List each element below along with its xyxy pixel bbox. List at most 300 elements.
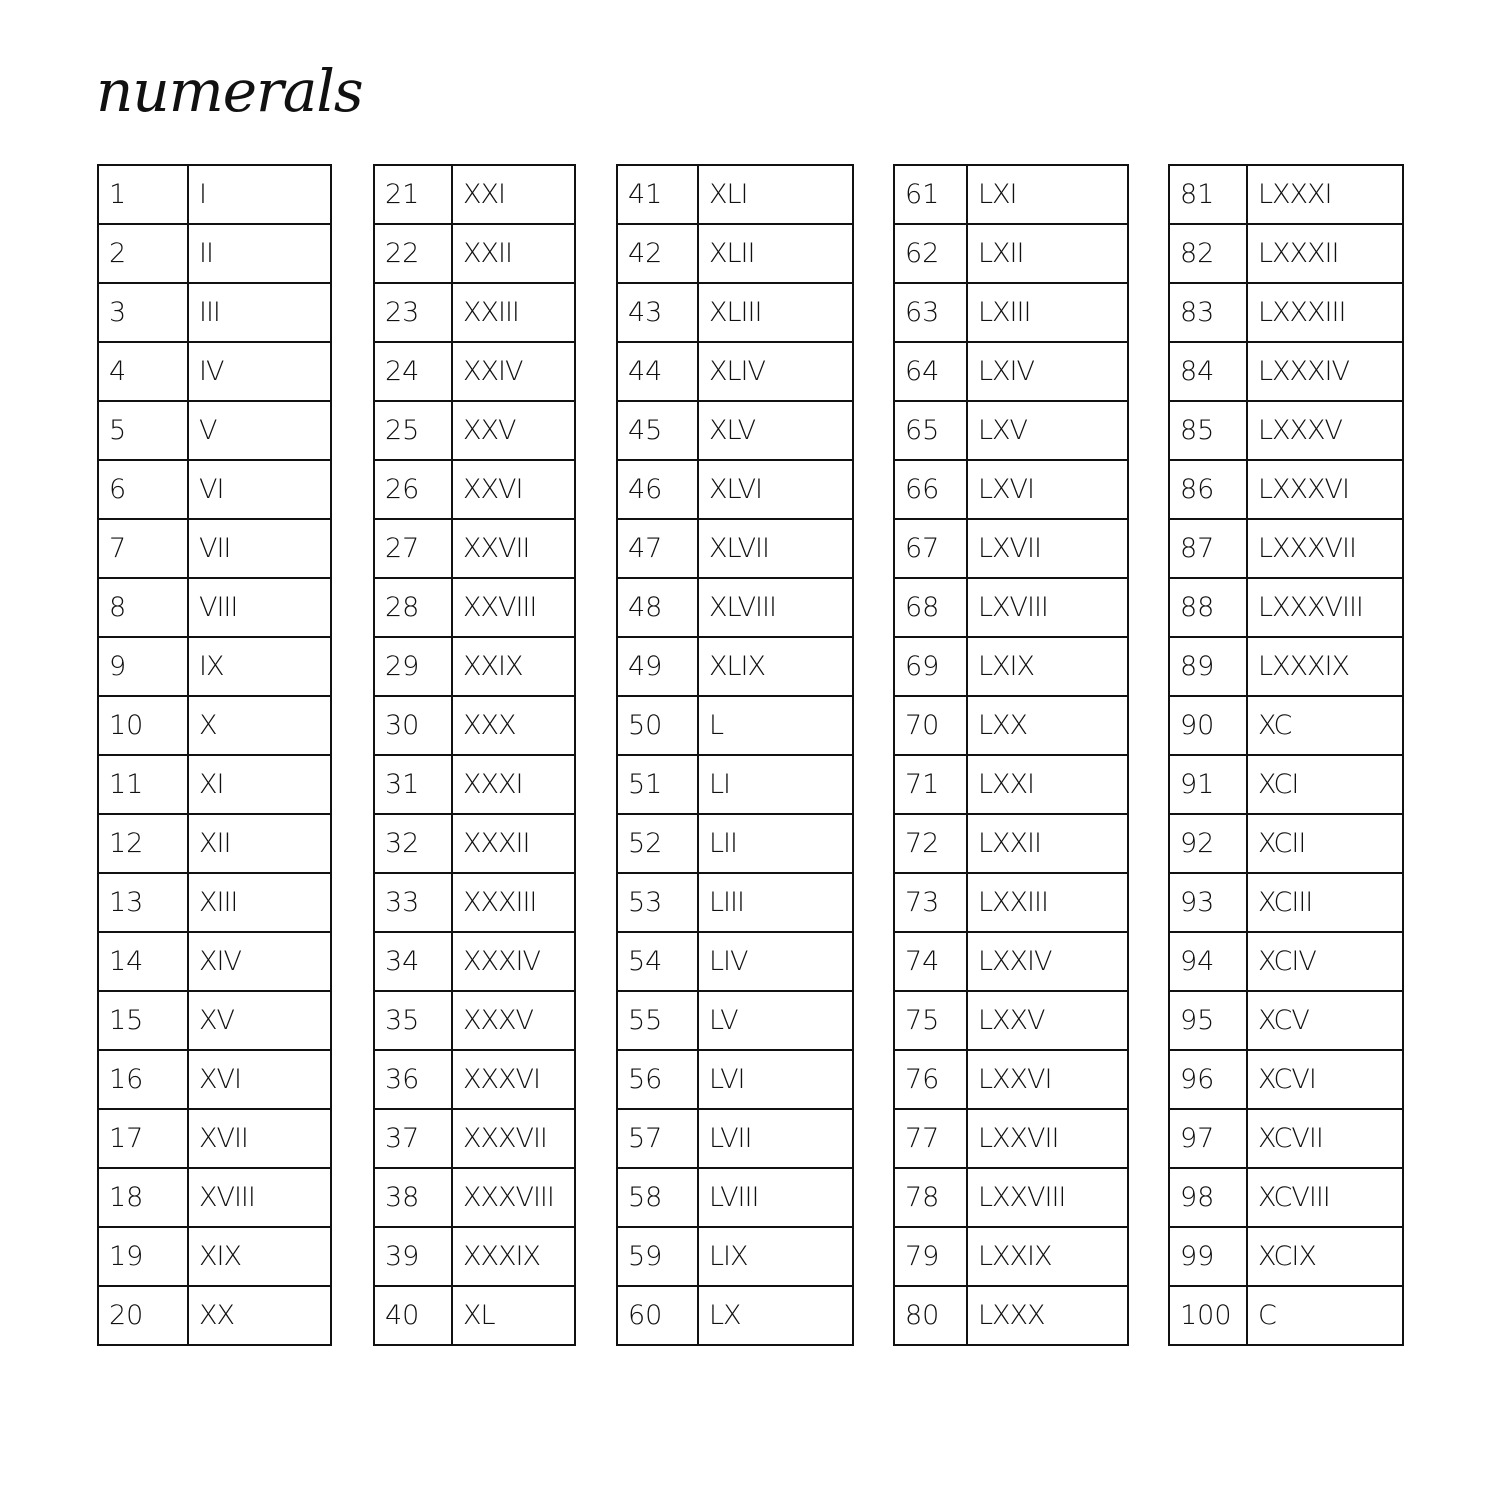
roman-numeral-cell: LXXXIII — [1247, 283, 1403, 342]
table-row — [98, 1227, 331, 1286]
roman-numeral-cell: LXXVI — [967, 1050, 1128, 1109]
roman-numeral-cell: LXX — [967, 696, 1128, 755]
roman-numeral-cell: LXXXVII — [1247, 519, 1403, 578]
table-row — [1169, 224, 1403, 283]
table-row — [98, 165, 331, 224]
arabic-number-cell: 11 — [98, 755, 188, 814]
roman-numeral-cell: XXIX — [452, 637, 575, 696]
arabic-number-cell: 44 — [617, 342, 698, 401]
arabic-number-cell: 52 — [617, 814, 698, 873]
table-row — [374, 991, 575, 1050]
arabic-number-cell: 67 — [894, 519, 967, 578]
table-row — [894, 1227, 1128, 1286]
table-row — [374, 1227, 575, 1286]
arabic-number-cell: 80 — [894, 1286, 967, 1345]
table-row — [617, 519, 853, 578]
arabic-number-cell: 61 — [894, 165, 967, 224]
roman-numeral-cell: XXXVI — [452, 1050, 575, 1109]
arabic-number-cell: 25 — [374, 401, 452, 460]
roman-numeral-cell: IX — [188, 637, 331, 696]
arabic-number-cell: 5 — [98, 401, 188, 460]
table-row — [98, 755, 331, 814]
roman-numeral-cell: LVII — [698, 1109, 853, 1168]
numeral-table-1 — [97, 164, 332, 1346]
arabic-number-cell: 3 — [98, 283, 188, 342]
roman-numeral-cell: LXXI — [967, 755, 1128, 814]
roman-numeral-cell: XIII — [188, 873, 331, 932]
arabic-number-cell: 78 — [894, 1168, 967, 1227]
arabic-number-cell: 8 — [98, 578, 188, 637]
roman-numeral-cell: LVIII — [698, 1168, 853, 1227]
arabic-number-cell: 81 — [1169, 165, 1247, 224]
arabic-number-cell: 33 — [374, 873, 452, 932]
arabic-number-cell: 98 — [1169, 1168, 1247, 1227]
arabic-number-cell: 34 — [374, 932, 452, 991]
roman-numeral-cell: XLVI — [698, 460, 853, 519]
table-row — [374, 283, 575, 342]
arabic-number-cell: 88 — [1169, 578, 1247, 637]
arabic-number-cell: 60 — [617, 1286, 698, 1345]
roman-numeral-cell: LXXXIX — [1247, 637, 1403, 696]
arabic-number-cell: 7 — [98, 519, 188, 578]
table-row — [617, 578, 853, 637]
table-row — [374, 814, 575, 873]
table-row — [894, 342, 1128, 401]
roman-numeral-cell: LXIV — [967, 342, 1128, 401]
roman-numeral-cell: LXXXI — [1247, 165, 1403, 224]
arabic-number-cell: 32 — [374, 814, 452, 873]
roman-numeral-cell: LIII — [698, 873, 853, 932]
arabic-number-cell: 18 — [98, 1168, 188, 1227]
table-row — [617, 460, 853, 519]
roman-numeral-cell: XII — [188, 814, 331, 873]
arabic-number-cell: 72 — [894, 814, 967, 873]
table-row — [374, 932, 575, 991]
arabic-number-cell: 89 — [1169, 637, 1247, 696]
roman-numeral-cell: LXXXV — [1247, 401, 1403, 460]
table-row — [98, 1168, 331, 1227]
table-row — [617, 873, 853, 932]
arabic-number-cell: 19 — [98, 1227, 188, 1286]
arabic-number-cell: 35 — [374, 991, 452, 1050]
table-row — [617, 696, 853, 755]
arabic-number-cell: 85 — [1169, 401, 1247, 460]
arabic-number-cell: 26 — [374, 460, 452, 519]
numeral-table-2 — [373, 164, 576, 1346]
arabic-number-cell: 99 — [1169, 1227, 1247, 1286]
roman-numeral-cell: XLVII — [698, 519, 853, 578]
roman-numeral-cell: XL — [452, 1286, 575, 1345]
roman-numeral-cell: XXXIX — [452, 1227, 575, 1286]
table-row — [374, 1286, 575, 1345]
arabic-number-cell: 53 — [617, 873, 698, 932]
table-row — [98, 873, 331, 932]
arabic-number-cell: 37 — [374, 1109, 452, 1168]
table-row — [894, 814, 1128, 873]
table-row — [894, 637, 1128, 696]
roman-numeral-cell: LXVIII — [967, 578, 1128, 637]
table-row — [1169, 696, 1403, 755]
roman-numeral-cell: LXVII — [967, 519, 1128, 578]
table-row — [617, 1168, 853, 1227]
roman-numeral-cell: L — [698, 696, 853, 755]
table-row — [1169, 578, 1403, 637]
arabic-number-cell: 36 — [374, 1050, 452, 1109]
table-row — [617, 932, 853, 991]
table-row — [374, 224, 575, 283]
arabic-number-cell: 27 — [374, 519, 452, 578]
roman-numeral-cell: V — [188, 401, 331, 460]
roman-numeral-cell: XXXIII — [452, 873, 575, 932]
arabic-number-cell: 31 — [374, 755, 452, 814]
roman-numeral-cell: XLIX — [698, 637, 853, 696]
arabic-number-cell: 92 — [1169, 814, 1247, 873]
table-row — [374, 165, 575, 224]
table-row — [1169, 873, 1403, 932]
table-row — [1169, 460, 1403, 519]
roman-numeral-cell: LXXXVIII — [1247, 578, 1403, 637]
arabic-number-cell: 58 — [617, 1168, 698, 1227]
arabic-number-cell: 82 — [1169, 224, 1247, 283]
table-row — [374, 755, 575, 814]
arabic-number-cell: 63 — [894, 283, 967, 342]
table-row — [894, 873, 1128, 932]
table-row — [894, 165, 1128, 224]
arabic-number-cell: 65 — [894, 401, 967, 460]
roman-numeral-cell: XXXII — [452, 814, 575, 873]
arabic-number-cell: 76 — [894, 1050, 967, 1109]
table-row — [617, 755, 853, 814]
table-row — [617, 224, 853, 283]
roman-numeral-cell: XLIII — [698, 283, 853, 342]
roman-numeral-cell: XXVI — [452, 460, 575, 519]
roman-numeral-cell: XXI — [452, 165, 575, 224]
arabic-number-cell: 29 — [374, 637, 452, 696]
arabic-number-cell: 6 — [98, 460, 188, 519]
arabic-number-cell: 95 — [1169, 991, 1247, 1050]
table-row — [1169, 1227, 1403, 1286]
roman-numeral-cell: LV — [698, 991, 853, 1050]
roman-numeral-cell: LXXX — [967, 1286, 1128, 1345]
roman-numeral-cell: LII — [698, 814, 853, 873]
arabic-number-cell: 64 — [894, 342, 967, 401]
arabic-number-cell: 74 — [894, 932, 967, 991]
arabic-number-cell: 54 — [617, 932, 698, 991]
table-row — [894, 991, 1128, 1050]
table-row — [617, 283, 853, 342]
roman-numeral-cell: XCIX — [1247, 1227, 1403, 1286]
arabic-number-cell: 39 — [374, 1227, 452, 1286]
table-row — [617, 401, 853, 460]
roman-numeral-cell: LXXIV — [967, 932, 1128, 991]
roman-numeral-cell: XXV — [452, 401, 575, 460]
arabic-number-cell: 48 — [617, 578, 698, 637]
roman-numeral-cell: XLI — [698, 165, 853, 224]
roman-numeral-cell: XI — [188, 755, 331, 814]
table-row — [98, 696, 331, 755]
table-row — [1169, 1286, 1403, 1345]
arabic-number-cell: 69 — [894, 637, 967, 696]
roman-numeral-cell: LXXVIII — [967, 1168, 1128, 1227]
roman-numeral-cell: XCVII — [1247, 1109, 1403, 1168]
table-row — [617, 1286, 853, 1345]
arabic-number-cell: 62 — [894, 224, 967, 283]
arabic-number-cell: 23 — [374, 283, 452, 342]
arabic-number-cell: 38 — [374, 1168, 452, 1227]
table-row — [894, 460, 1128, 519]
table-row — [894, 932, 1128, 991]
table-row — [894, 1050, 1128, 1109]
arabic-number-cell: 93 — [1169, 873, 1247, 932]
roman-numeral-cell: XVI — [188, 1050, 331, 1109]
table-row — [374, 342, 575, 401]
roman-numeral-cell: LXXVII — [967, 1109, 1128, 1168]
arabic-number-cell: 70 — [894, 696, 967, 755]
roman-numeral-cell: IV — [188, 342, 331, 401]
table-row — [894, 401, 1128, 460]
arabic-number-cell: 10 — [98, 696, 188, 755]
roman-numeral-cell: XCVIII — [1247, 1168, 1403, 1227]
table-row — [98, 519, 331, 578]
arabic-number-cell: 1 — [98, 165, 188, 224]
table-row — [374, 873, 575, 932]
table-row — [1169, 637, 1403, 696]
roman-numeral-cell: C — [1247, 1286, 1403, 1345]
arabic-number-cell: 100 — [1169, 1286, 1247, 1345]
table-row — [374, 1168, 575, 1227]
table-row — [894, 519, 1128, 578]
arabic-number-cell: 14 — [98, 932, 188, 991]
roman-numeral-cell: XC — [1247, 696, 1403, 755]
table-row — [894, 1286, 1128, 1345]
roman-numeral-cell: XCII — [1247, 814, 1403, 873]
roman-numeral-cell: XLV — [698, 401, 853, 460]
arabic-number-cell: 84 — [1169, 342, 1247, 401]
table-row — [894, 224, 1128, 283]
arabic-number-cell: 57 — [617, 1109, 698, 1168]
roman-numeral-cell: XXXIV — [452, 932, 575, 991]
table-row — [98, 814, 331, 873]
table-row — [1169, 401, 1403, 460]
roman-numeral-cell: LXXIX — [967, 1227, 1128, 1286]
table-row — [374, 519, 575, 578]
arabic-number-cell: 75 — [894, 991, 967, 1050]
roman-numeral-cell: XXIV — [452, 342, 575, 401]
table-row — [374, 401, 575, 460]
table-row — [374, 696, 575, 755]
arabic-number-cell: 91 — [1169, 755, 1247, 814]
table-row — [617, 342, 853, 401]
roman-numeral-cell: LXXIII — [967, 873, 1128, 932]
roman-numeral-cell: XIX — [188, 1227, 331, 1286]
arabic-number-cell: 77 — [894, 1109, 967, 1168]
roman-numeral-cell: VII — [188, 519, 331, 578]
arabic-number-cell: 28 — [374, 578, 452, 637]
table-row — [98, 1286, 331, 1345]
table-row — [1169, 932, 1403, 991]
arabic-number-cell: 12 — [98, 814, 188, 873]
roman-numeral-cell: XV — [188, 991, 331, 1050]
arabic-number-cell: 50 — [617, 696, 698, 755]
roman-numeral-cell: LI — [698, 755, 853, 814]
arabic-number-cell: 9 — [98, 637, 188, 696]
table-row — [98, 932, 331, 991]
roman-numeral-cell: LXVI — [967, 460, 1128, 519]
page-title: numerals — [96, 57, 363, 125]
roman-numeral-cell: LXXXII — [1247, 224, 1403, 283]
arabic-number-cell: 83 — [1169, 283, 1247, 342]
table-row — [374, 1109, 575, 1168]
table-row — [98, 1050, 331, 1109]
arabic-number-cell: 71 — [894, 755, 967, 814]
arabic-number-cell: 13 — [98, 873, 188, 932]
table-row — [1169, 991, 1403, 1050]
arabic-number-cell: 86 — [1169, 460, 1247, 519]
numeral-table-5 — [1168, 164, 1404, 1346]
roman-numeral-cell: XLII — [698, 224, 853, 283]
roman-numeral-cell: LXIX — [967, 637, 1128, 696]
table-row — [894, 1168, 1128, 1227]
arabic-number-cell: 66 — [894, 460, 967, 519]
roman-numeral-cell: LXIII — [967, 283, 1128, 342]
roman-numeral-cell: LXV — [967, 401, 1128, 460]
arabic-number-cell: 96 — [1169, 1050, 1247, 1109]
table-row — [1169, 283, 1403, 342]
arabic-number-cell: 87 — [1169, 519, 1247, 578]
roman-numeral-cell: XXVII — [452, 519, 575, 578]
table-row — [617, 1109, 853, 1168]
table-row — [617, 1227, 853, 1286]
roman-numeral-cell: LXXII — [967, 814, 1128, 873]
arabic-number-cell: 46 — [617, 460, 698, 519]
arabic-number-cell: 79 — [894, 1227, 967, 1286]
numeral-table-3 — [616, 164, 854, 1346]
table-row — [98, 460, 331, 519]
roman-numeral-cell: LXXXIV — [1247, 342, 1403, 401]
roman-numeral-cell: I — [188, 165, 331, 224]
roman-numeral-cell: XXX — [452, 696, 575, 755]
arabic-number-cell: 21 — [374, 165, 452, 224]
arabic-number-cell: 73 — [894, 873, 967, 932]
arabic-number-cell: 55 — [617, 991, 698, 1050]
roman-numeral-cell: LXII — [967, 224, 1128, 283]
table-row — [1169, 165, 1403, 224]
arabic-number-cell: 94 — [1169, 932, 1247, 991]
arabic-number-cell: 42 — [617, 224, 698, 283]
table-row — [1169, 1168, 1403, 1227]
table-row — [98, 637, 331, 696]
arabic-number-cell: 20 — [98, 1286, 188, 1345]
arabic-number-cell: 16 — [98, 1050, 188, 1109]
table-row — [1169, 755, 1403, 814]
table-row — [98, 578, 331, 637]
table-row — [894, 578, 1128, 637]
roman-numeral-cell: VI — [188, 460, 331, 519]
roman-numeral-cell: XXIII — [452, 283, 575, 342]
roman-numeral-cell: II — [188, 224, 331, 283]
roman-numeral-cell: LXXV — [967, 991, 1128, 1050]
roman-numeral-cell: XLIV — [698, 342, 853, 401]
roman-numeral-cell: XCVI — [1247, 1050, 1403, 1109]
arabic-number-cell: 17 — [98, 1109, 188, 1168]
arabic-number-cell: 4 — [98, 342, 188, 401]
table-row — [617, 637, 853, 696]
roman-numeral-cell: LVI — [698, 1050, 853, 1109]
roman-numeral-cell: LX — [698, 1286, 853, 1345]
arabic-number-cell: 56 — [617, 1050, 698, 1109]
table-row — [1169, 1109, 1403, 1168]
arabic-number-cell: 90 — [1169, 696, 1247, 755]
roman-numeral-cell: LXXXVI — [1247, 460, 1403, 519]
table-row — [1169, 814, 1403, 873]
table-row — [894, 696, 1128, 755]
table-row — [374, 637, 575, 696]
roman-numeral-cell: LXI — [967, 165, 1128, 224]
table-row — [1169, 1050, 1403, 1109]
arabic-number-cell: 41 — [617, 165, 698, 224]
table-row — [98, 1109, 331, 1168]
roman-numeral-cell: XCV — [1247, 991, 1403, 1050]
roman-numeral-cell: XXXVIII — [452, 1168, 575, 1227]
roman-numeral-cell: XCIII — [1247, 873, 1403, 932]
table-row — [617, 1050, 853, 1109]
arabic-number-cell: 51 — [617, 755, 698, 814]
table-row — [98, 342, 331, 401]
table-row — [617, 165, 853, 224]
table-row — [894, 283, 1128, 342]
table-row — [1169, 342, 1403, 401]
arabic-number-cell: 22 — [374, 224, 452, 283]
roman-numeral-cell: XCI — [1247, 755, 1403, 814]
table-row — [98, 991, 331, 1050]
arabic-number-cell: 45 — [617, 401, 698, 460]
roman-numeral-cell: III — [188, 283, 331, 342]
arabic-number-cell: 30 — [374, 696, 452, 755]
roman-numeral-cell: LIV — [698, 932, 853, 991]
roman-numeral-cell: XXII — [452, 224, 575, 283]
numeral-table-4 — [893, 164, 1129, 1346]
arabic-number-cell: 40 — [374, 1286, 452, 1345]
table-row — [894, 1109, 1128, 1168]
roman-numeral-cell: XIV — [188, 932, 331, 991]
table-row — [617, 991, 853, 1050]
arabic-number-cell: 43 — [617, 283, 698, 342]
arabic-number-cell: 2 — [98, 224, 188, 283]
roman-numeral-cell: XXXI — [452, 755, 575, 814]
table-row — [1169, 519, 1403, 578]
roman-numeral-cell: XVIII — [188, 1168, 331, 1227]
arabic-number-cell: 24 — [374, 342, 452, 401]
arabic-number-cell: 49 — [617, 637, 698, 696]
numerals-tables — [0, 164, 1500, 1430]
table-row — [374, 460, 575, 519]
roman-numeral-cell: XCIV — [1247, 932, 1403, 991]
roman-numeral-cell: XX — [188, 1286, 331, 1345]
table-row — [374, 1050, 575, 1109]
arabic-number-cell: 59 — [617, 1227, 698, 1286]
roman-numeral-cell: XXXV — [452, 991, 575, 1050]
roman-numeral-cell: XLVIII — [698, 578, 853, 637]
roman-numeral-cell: VIII — [188, 578, 331, 637]
arabic-number-cell: 15 — [98, 991, 188, 1050]
table-row — [98, 283, 331, 342]
roman-numeral-cell: XVII — [188, 1109, 331, 1168]
table-row — [98, 401, 331, 460]
arabic-number-cell: 47 — [617, 519, 698, 578]
arabic-number-cell: 97 — [1169, 1109, 1247, 1168]
table-row — [894, 755, 1128, 814]
roman-numeral-cell: XXVIII — [452, 578, 575, 637]
